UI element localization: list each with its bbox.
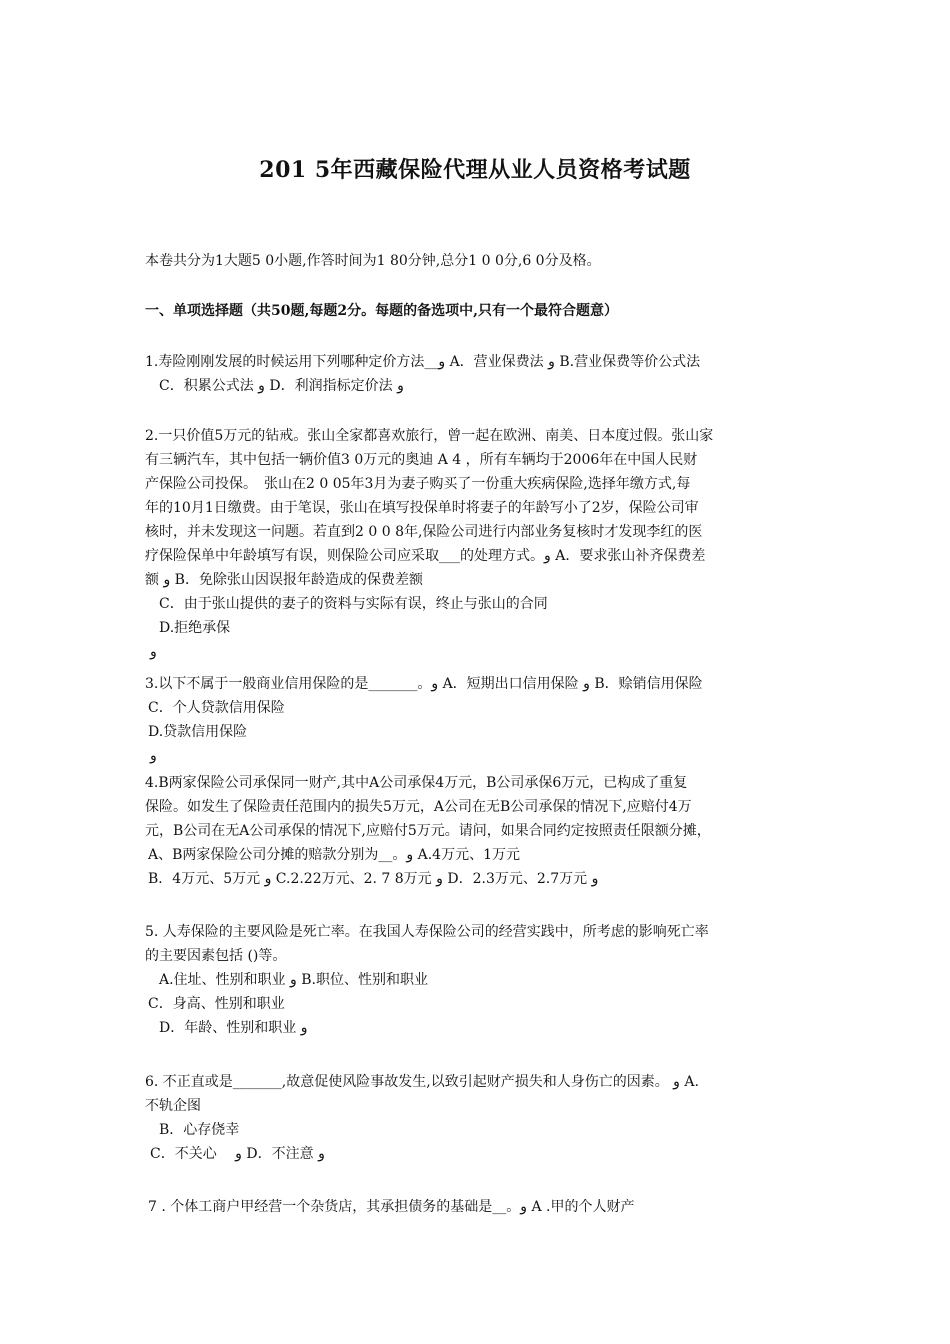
- question-line: 疗保险保单中年龄填写有误，则保险公司应采取___的处理方式。و A．要求张山补齐保费差: [145, 548, 706, 564]
- question-line: و: [150, 748, 157, 764]
- question-line: 6. 不正直或是_______,故意促使风险事故发生,以致引起财产损失和人身伤亡的因素。 و A.: [145, 1074, 699, 1090]
- question-line: C．积累公式法 و D．利润指标定价法 و: [159, 378, 404, 394]
- question-line: D.贷款信用保险: [148, 724, 248, 740]
- question-line: 年的10月1日缴费。由于笔误，张山在填写投保单时将妻子的年龄写小了2岁，保险公司审: [145, 500, 699, 516]
- question-7: [145, 1195, 815, 1219]
- question-line: 元，B公司在无A公司承保的情况下,应赔付5万元。请问，如果合同约定按照责任限额分摊，: [145, 823, 711, 839]
- question-line: 2.一只价值5万元的钻戒。张山全家都喜欢旅行，曾一起在欧洲、南美、日本度过假。张山家: [145, 428, 714, 444]
- question-6: [145, 1070, 815, 1166]
- question-line: 额 و B．免除张山因误报年龄造成的保费差额: [145, 572, 423, 588]
- question-1: [145, 350, 815, 398]
- question-line: 有三辆汽车，其中包括一辆价值3 0万元的奥迪 A 4 ，所有车辆均于2006年在中国人民财: [145, 452, 698, 468]
- question-line: D.拒绝承保: [159, 620, 231, 636]
- question-line: 不轨企图: [145, 1098, 201, 1114]
- section-heading: 一、单项选择题（共50题,每题2分。每题的备选项中,只有一个最符合题意）: [145, 303, 618, 319]
- question-line: C．不关心 و D．不注意 و: [150, 1146, 325, 1162]
- question-line: 保险。如发生了保险责任范围内的损失5万元，A公司在无B公司承保的情况下,应赔付4万: [145, 799, 692, 815]
- question-line: 3.以下不属于一般商业信用保险的是_______。و A．短期出口信用保险 و B．赊销信用保险: [145, 676, 703, 692]
- question-2: [145, 424, 815, 664]
- question-line: 的主要因素包括 ()等。: [145, 948, 287, 964]
- question-line: A、B两家保险公司分摊的赔款分别为__。و A.4万元、1万元: [148, 847, 520, 863]
- exam-intro: 本卷共分为1大题5 0小题,作答时间为1 80分钟,总分1 0 0分,6 0分及格。: [145, 253, 601, 269]
- question-4: [145, 771, 815, 891]
- question-line: B．4万元、5万元 و C.2.22万元、2. 7 8万元 و D．2.3万元、2.7万元 و: [148, 871, 599, 887]
- question-line: 1.寿险刚刚发展的时候运用下列哪种定价方法__و A．营业保费法 و B.营业保费等价公式法: [145, 354, 701, 370]
- question-line: D．年龄、性别和职业 و: [159, 1020, 308, 1036]
- question-line: C．身高、性别和职业: [148, 996, 285, 1012]
- question-line: C．个人贷款信用保险: [148, 700, 285, 716]
- question-line: 核时，并未发现这一问题。若直到2 0 0 8年,保险公司进行内部业务复核时才发现李红的医: [145, 524, 703, 540]
- question-line: 产保险公司投保。 张山在2 0 05年3月为妻子购买了一份重大疾病保险,选择年缴方式,每: [145, 476, 691, 492]
- question-line: 4.B两家保险公司承保同一财产,其中A公司承保4万元，B公司承保6万元，已构成了重复: [145, 775, 688, 791]
- question-line: A.住址、性别和职业 و B.职位、性别和职业: [159, 972, 428, 988]
- question-5: [145, 920, 815, 1040]
- question-line: C．由于张山提供的妻子的资料与实际有误，终止与张山的合同: [159, 596, 548, 612]
- question-3: [145, 672, 815, 768]
- document-title: 201 5年西藏保险代理从业人员资格考试题: [259, 157, 691, 183]
- question-line: B．心存侥幸: [159, 1122, 240, 1138]
- question-line: 7 . 个体工商户甲经营一个杂货店，其承担债务的基础是__。و A .甲的个人财产: [148, 1199, 635, 1215]
- question-line: و: [150, 644, 157, 660]
- question-line: 5. 人寿保险的主要风险是死亡率。在我国人寿保险公司的经营实践中，所考虑的影响死亡率: [145, 924, 709, 940]
